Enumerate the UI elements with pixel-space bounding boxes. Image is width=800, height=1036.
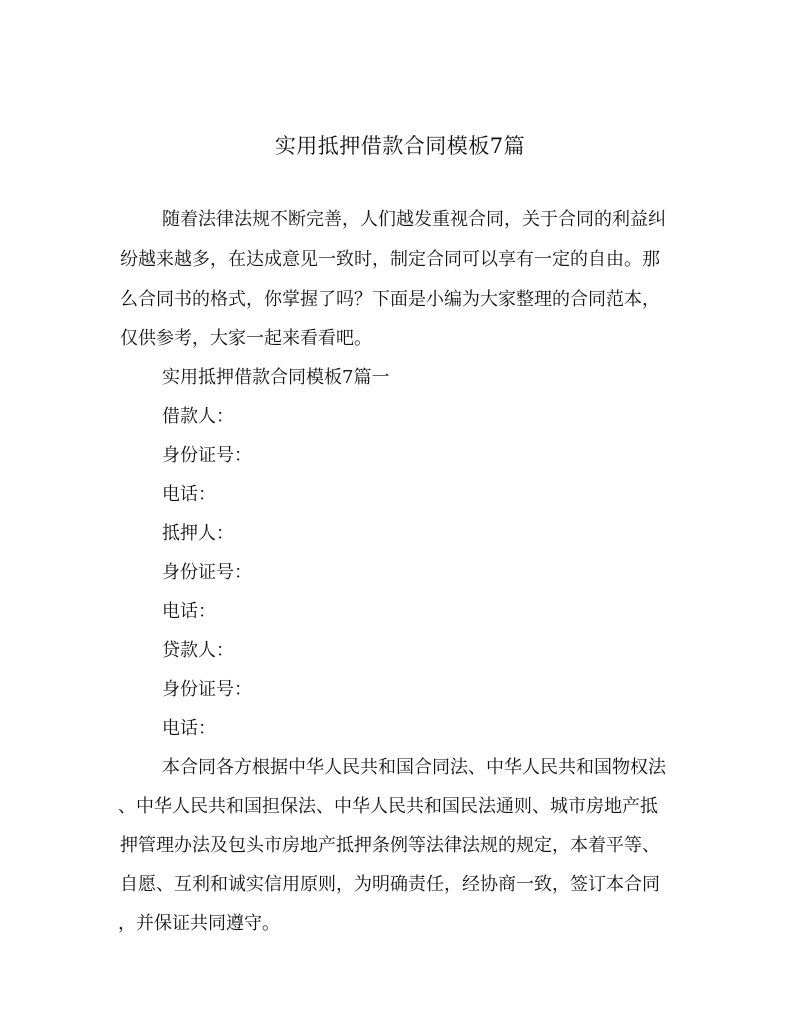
field-lender-phone: 电话： [162, 718, 216, 739]
document-title: 实用抵押借款合同模板7篇 [274, 134, 526, 158]
field-borrower-id: 身份证号： [162, 445, 252, 466]
body-line-1: 本合同各方根据中华人民共和国合同法、中华人民共和国物权法 [162, 757, 666, 778]
field-lender-id: 身份证号： [162, 679, 252, 700]
body-line-2: 、中华人民共和国担保法、中华人民共和国民法通则、城市房地产抵 [118, 796, 658, 817]
field-borrower: 借款人： [162, 406, 234, 427]
intro-line-3: 么合同书的格式，你掌握了吗？下面是小编为大家整理的合同范本， [120, 289, 660, 310]
intro-line-2: 纷越来越多，在达成意见一致时，制定合同可以享有一定的自由。那 [120, 249, 660, 270]
field-borrower-phone: 电话： [162, 484, 216, 505]
body-line-4: 自愿、互利和诚实信用原则，为明确责任，经协商一致，签订本合同 [120, 874, 660, 895]
intro-line-1: 随着法律法规不断完善，人们越发重视合同，关于合同的利益纠 [162, 209, 666, 230]
body-line-3: 押管理办法及包头市房地产抵押条例等法律法规的规定，本着平等、 [120, 835, 660, 856]
field-mortgagor-id: 身份证号： [162, 562, 252, 583]
section-heading: 实用抵押借款合同模板7篇一 [162, 367, 390, 388]
field-lender: 贷款人： [162, 640, 234, 661]
intro-line-4: 仅供参考，大家一起来看看吧。 [120, 328, 372, 349]
field-mortgagor: 抵押人： [162, 523, 234, 544]
field-mortgagor-phone: 电话： [162, 601, 216, 622]
body-line-5: ，并保证共同遵守。 [118, 913, 280, 934]
